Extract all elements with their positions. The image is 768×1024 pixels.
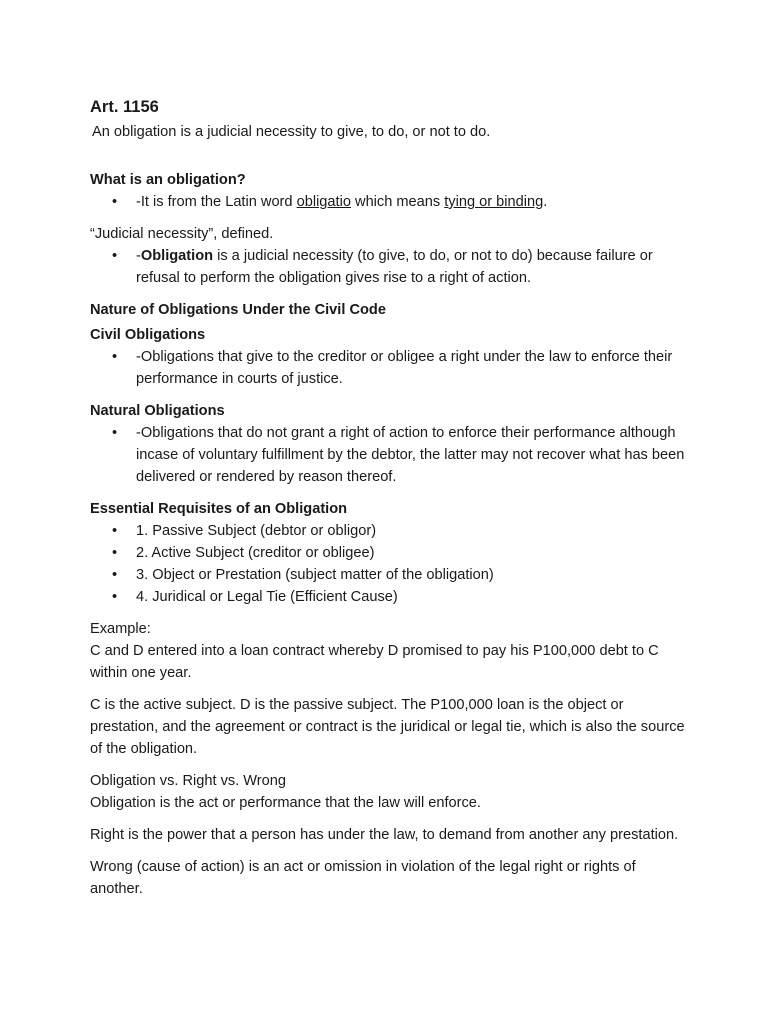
list-item (90, 191, 690, 213)
requisite-2: 2. Active Subject (creditor or obligee) (136, 545, 375, 561)
what-heading: What is an obligation? (90, 172, 246, 188)
bullet-glyph: • (112, 248, 118, 264)
example-explain: C is the active subject. D is the passive subject. The P100,000 loan is the object or prestation, and the agreement or contract is the juridical or legal tie, which is also the source of the obligation. (90, 697, 685, 757)
what-list (90, 191, 690, 213)
document-content (90, 96, 690, 900)
list-item (90, 564, 690, 586)
what-item-mid: which means (350, 194, 445, 210)
requisite-1: 1. Passive Subject (debtor or obligor) (136, 523, 377, 539)
term-tying-binding: tying or binding (444, 194, 544, 210)
requisites-heading: Essential Requisites of an Obligation (90, 501, 348, 517)
term-obligatio: obligatio (296, 194, 351, 210)
civil-heading: Civil Obligations (90, 327, 206, 343)
list-item (90, 542, 690, 564)
ovr-obligation: Obligation is the act or performance that the law will enforce. (90, 795, 481, 811)
bullet-glyph: • (112, 589, 118, 605)
civil-list (90, 346, 690, 390)
example-label: Example: (90, 621, 151, 637)
bullet-glyph: • (112, 545, 118, 561)
judicial-list (90, 245, 690, 289)
civil-item: -Obligations that give to the creditor or obligee a right under the law to enforce their performance in courts of justice. (136, 349, 673, 387)
list-item (90, 245, 690, 289)
bullet-glyph: • (112, 567, 118, 583)
requisite-3: 3. Object or Prestation (subject matter of the obligation) (136, 567, 494, 583)
article-intro: An obligation is a judicial necessity to give, to do, or not to do. (92, 124, 491, 140)
bullet-glyph: • (112, 349, 118, 365)
natural-list (90, 422, 690, 488)
list-item (90, 346, 690, 390)
judicial-item-rest: is a judicial necessity (to give, to do, or not to do) because failure or refusal to perform the obligation gives rise to a right of action. (136, 248, 653, 286)
what-item-post: . (543, 194, 548, 210)
ovr-heading: Obligation vs. Right vs. Wrong (90, 773, 287, 789)
bullet-glyph: • (112, 194, 118, 210)
judicial-heading: “Judicial necessity”, defined. (90, 226, 274, 242)
requisite-4: 4. Juridical or Legal Tie (Efficient Cause) (136, 589, 398, 605)
bullet-glyph: • (112, 425, 118, 441)
judicial-item-pre: - (136, 248, 141, 264)
list-item (90, 422, 690, 488)
ovr-right: Right is the power that a person has under the law, to demand from another any prestation. (90, 827, 679, 843)
example-text: C and D entered into a loan contract whereby D promised to pay his P100,000 debt to C within one year. (90, 643, 659, 681)
ovr-wrong: Wrong (cause of action) is an act or omission in violation of the legal right or rights of another. (90, 859, 636, 897)
nature-heading: Nature of Obligations Under the Civil Code (90, 302, 386, 318)
natural-heading: Natural Obligations (90, 403, 225, 419)
list-item (90, 520, 690, 542)
article-title: Art. 1156 (90, 98, 159, 116)
natural-item: -Obligations that do not grant a right of action to enforce their performance although incase of voluntary fulfillment by the debtor, the latter may not recover what has been delivered or rendered by reason thereof. (136, 425, 685, 485)
requisites-list (90, 520, 690, 608)
bullet-glyph: • (112, 523, 118, 539)
what-item-pre: -It is from the Latin word (136, 194, 297, 210)
term-obligation: Obligation (140, 248, 214, 264)
list-item (90, 586, 690, 608)
